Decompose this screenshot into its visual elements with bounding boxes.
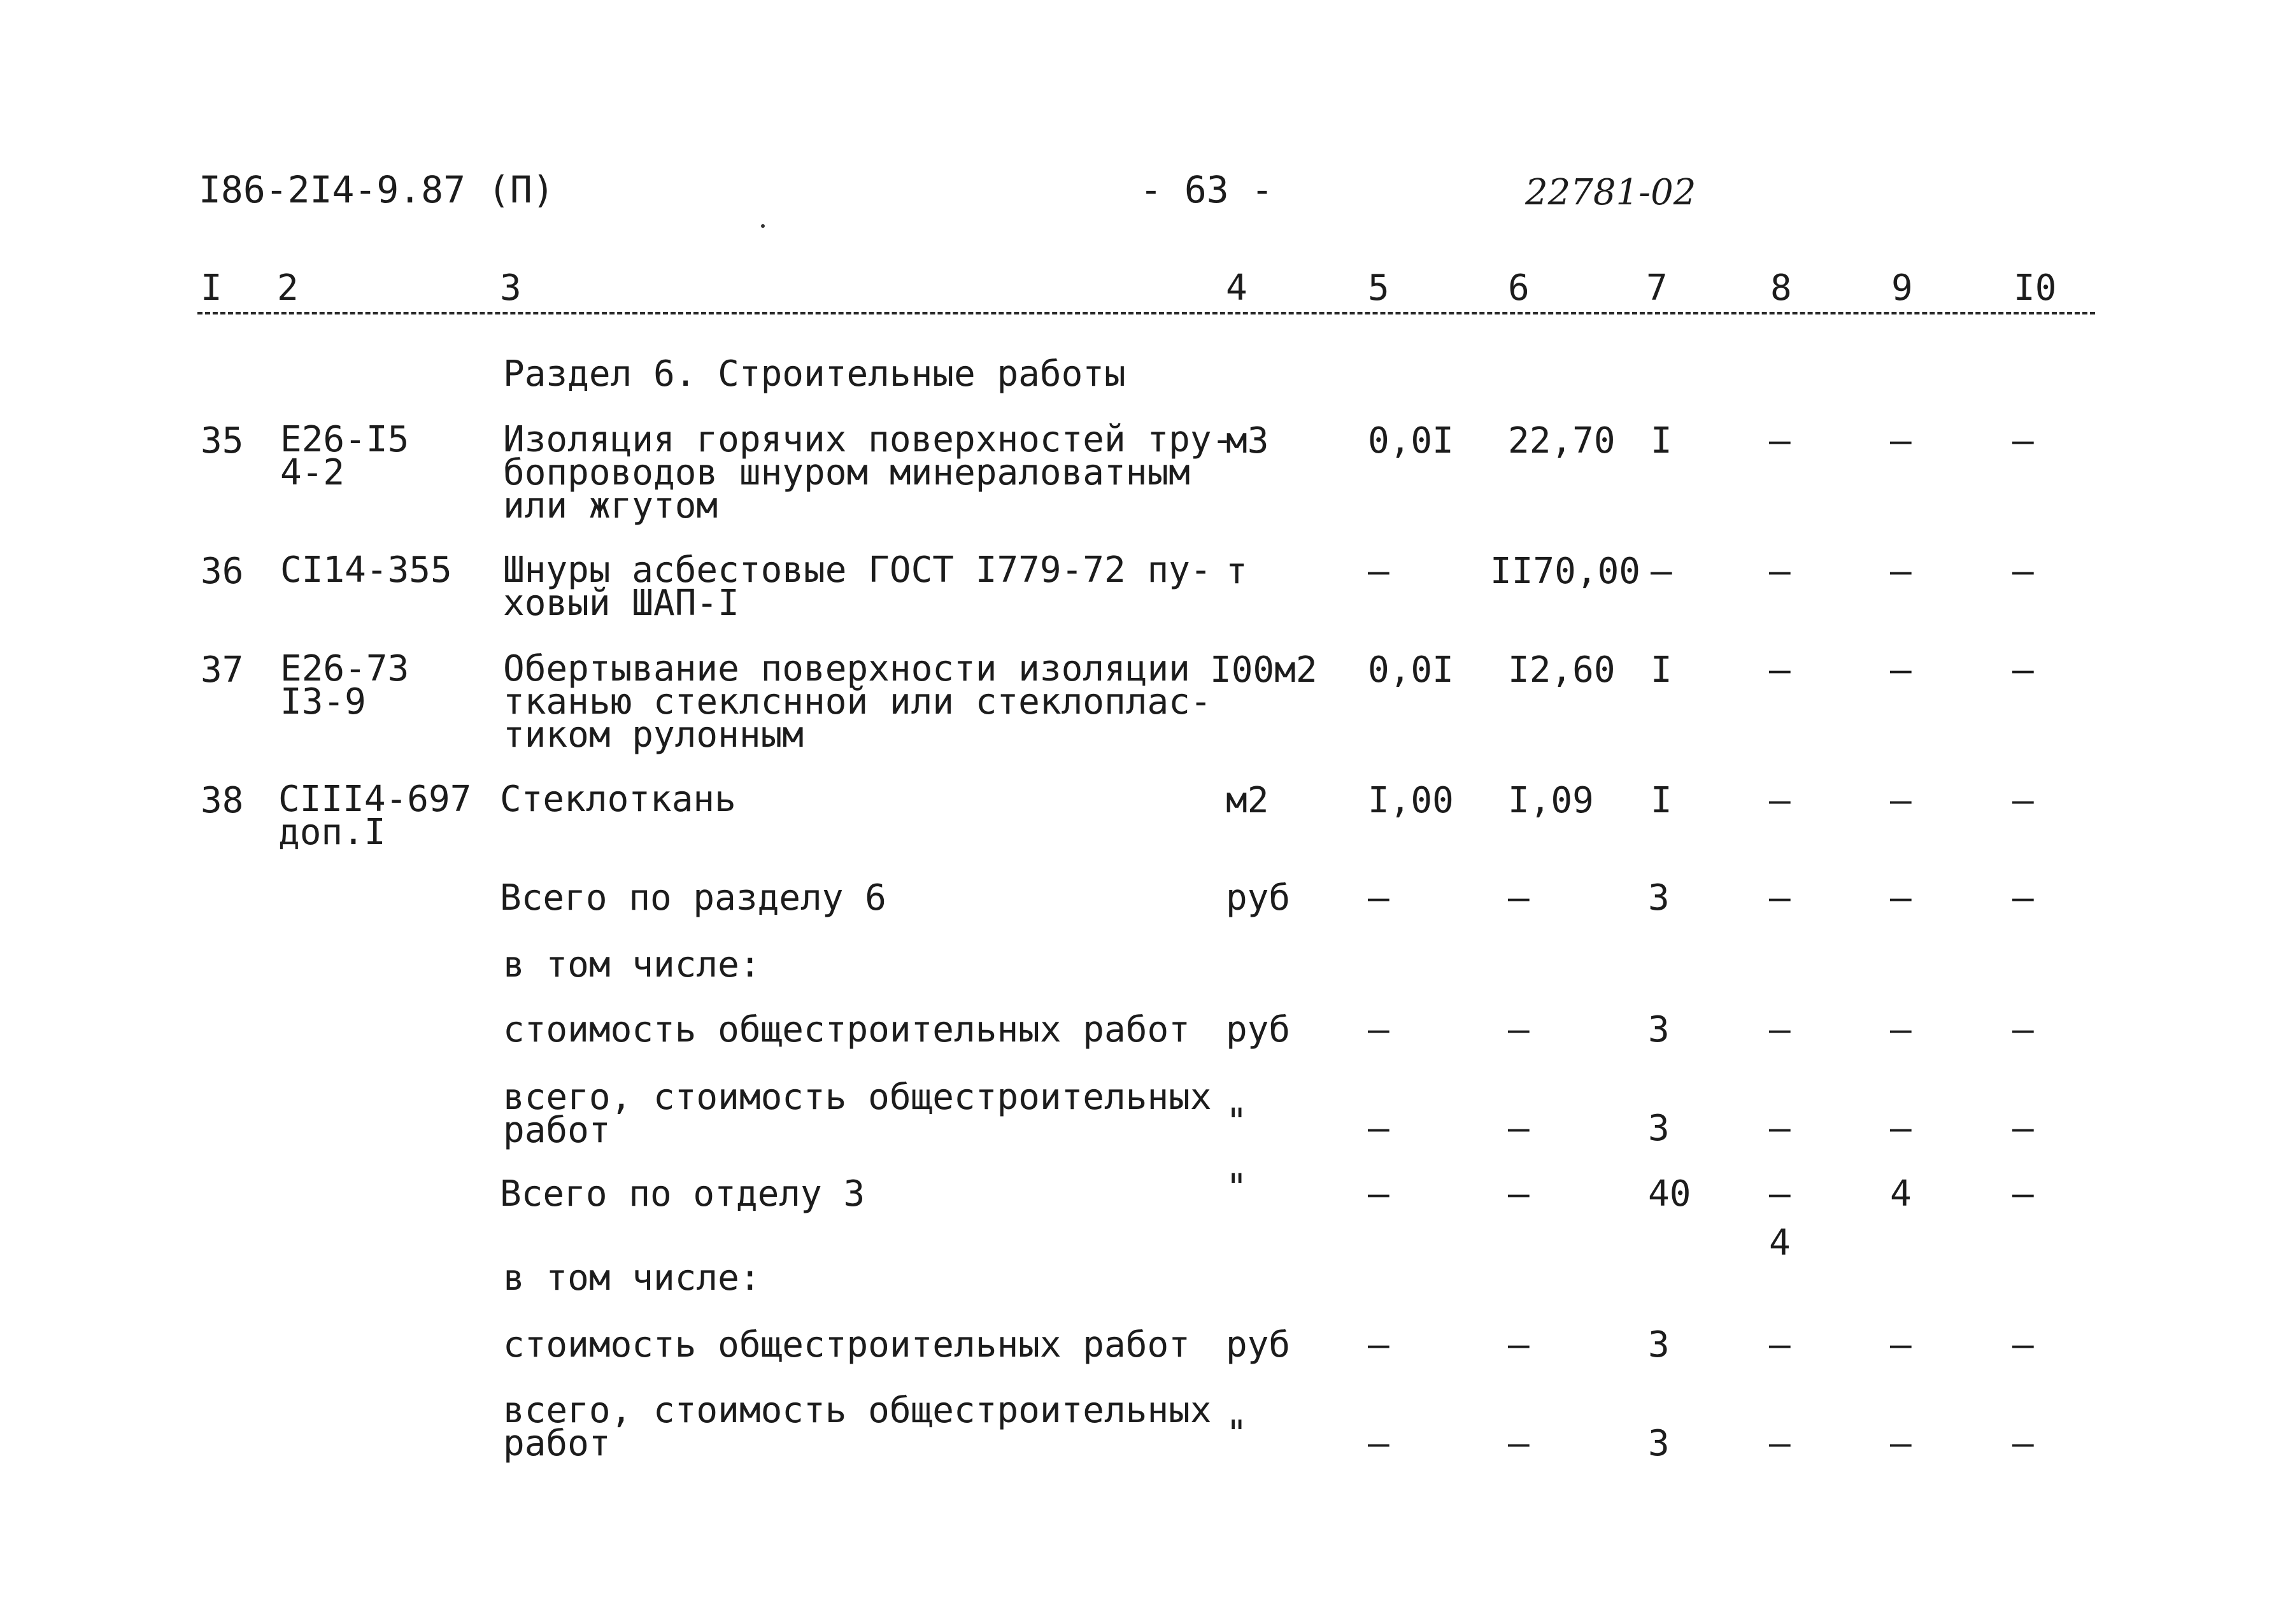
column-header: I0 <box>2014 267 2057 309</box>
column-header: 9 <box>1891 267 1913 309</box>
row-description: Стеклоткань <box>500 779 736 820</box>
summary-unit: " <box>1226 1167 1247 1208</box>
summary-unit: руб <box>1226 1009 1291 1050</box>
column-header: 3 <box>500 267 522 309</box>
column-header: 5 <box>1368 267 1389 309</box>
summary-col7: 3 <box>1648 877 1670 919</box>
summary-col9: – <box>1890 877 1912 919</box>
summary-col8: – <box>1769 877 1791 919</box>
summary-col8: – <box>1769 1009 1791 1050</box>
row-col6: I,09 <box>1508 780 1594 821</box>
stray-dot <box>761 224 765 228</box>
summary-col10: – <box>2012 1324 2034 1366</box>
row-col7: I <box>1651 420 1672 462</box>
row-col8: – <box>1769 780 1791 821</box>
page-number: - 63 - <box>1140 168 1274 211</box>
summary-col8-sub: 4 <box>1769 1222 1791 1264</box>
row-col9: – <box>1890 649 1912 691</box>
row-number: 36 <box>201 551 244 592</box>
summary-col6: – <box>1508 1324 1530 1366</box>
row-code: СI14-355 <box>280 549 452 591</box>
row-code: СIII4-697 доп.I <box>278 779 472 853</box>
summary-col7: 3 <box>1648 1108 1670 1149</box>
summary-unit: " <box>1226 1413 1247 1455</box>
summary-col10: – <box>2012 1009 2034 1050</box>
row-col7: – <box>1651 551 1672 592</box>
row-col5: I,00 <box>1368 780 1454 821</box>
summary-col9: 4 <box>1890 1173 1912 1215</box>
row-col8: – <box>1769 551 1791 592</box>
including-label: в том числе: <box>503 944 761 985</box>
row-unit: м3 <box>1226 420 1269 462</box>
summary-label: всего, стоимость общестроительных работ <box>503 1390 1212 1464</box>
row-col10: – <box>2012 420 2034 462</box>
row-description: Изоляция горячих поверхностей тру- бопроводов шнуром минераловатным или жгутом <box>503 419 1233 526</box>
summary-col7: 3 <box>1648 1423 1670 1464</box>
including-label: в том числе: <box>503 1257 761 1299</box>
row-description: Обертывание поверхности изоляции тканью стеклснной или стеклоплас- тиком рулонным <box>503 648 1212 756</box>
row-col10: – <box>2012 551 2034 592</box>
summary-col9: – <box>1890 1009 1912 1050</box>
summary-col5: – <box>1368 1009 1389 1050</box>
row-number: 35 <box>201 420 244 462</box>
summary-label: всего, стоимость общестроительных работ <box>503 1077 1212 1151</box>
row-col6: I2,60 <box>1508 649 1616 691</box>
summary-col5: – <box>1368 877 1389 919</box>
row-col5: 0,0I <box>1368 420 1454 462</box>
row-col8: – <box>1769 649 1791 691</box>
row-col9: – <box>1890 420 1912 462</box>
summary-col6: – <box>1508 1009 1530 1050</box>
summary-col10: – <box>2012 1108 2034 1149</box>
summary-col7: 3 <box>1648 1324 1670 1366</box>
row-number: 37 <box>201 649 244 691</box>
summary-col6: – <box>1508 1423 1530 1464</box>
row-unit: м2 <box>1226 780 1269 821</box>
summary-col8: – <box>1769 1324 1791 1366</box>
summary-col9: – <box>1890 1423 1912 1464</box>
column-header: 8 <box>1770 267 1792 309</box>
row-col10: – <box>2012 780 2034 821</box>
summary-col5: – <box>1368 1108 1389 1149</box>
column-header: I <box>201 267 222 309</box>
summary-col8: – <box>1769 1423 1791 1464</box>
summary-col8: – <box>1769 1108 1791 1149</box>
section-title: Раздел 6. Строительные работы <box>503 353 1126 395</box>
row-unit: т <box>1226 551 1247 592</box>
column-header: 6 <box>1508 267 1530 309</box>
row-col7: I <box>1651 649 1672 691</box>
row-unit: I00м2 <box>1210 649 1318 691</box>
summary-col5: – <box>1368 1423 1389 1464</box>
row-col5: 0,0I <box>1368 649 1454 691</box>
row-col6: II70,00 <box>1490 551 1641 592</box>
summary-col7: 3 <box>1648 1009 1670 1050</box>
summary-col10: – <box>2012 877 2034 919</box>
summary-col9: – <box>1890 1324 1912 1366</box>
document-id: I86-2I4-9.87 (П) <box>199 168 555 211</box>
summary-unit: " <box>1226 1101 1247 1143</box>
header-rule <box>197 312 2095 314</box>
handwritten-code: 22781-02 <box>1525 172 1696 213</box>
summary-col7: 40 <box>1648 1173 1691 1215</box>
row-col10: – <box>2012 649 2034 691</box>
row-number: 38 <box>201 780 244 821</box>
row-col7: I <box>1651 780 1672 821</box>
summary-unit: руб <box>1226 1324 1291 1366</box>
summary-col6: – <box>1508 1108 1530 1149</box>
row-col8: – <box>1769 420 1791 462</box>
summary-col6: – <box>1508 1173 1530 1215</box>
summary-col10: – <box>2012 1423 2034 1464</box>
row-col9: – <box>1890 780 1912 821</box>
row-col9: – <box>1890 551 1912 592</box>
row-description: Шнуры асбестовые ГОСТ I779-72 пу- ховый ШАП-I <box>503 549 1212 624</box>
summary-col5: – <box>1368 1324 1389 1366</box>
summary-col6: – <box>1508 877 1530 919</box>
row-code: Е26-I5 4-2 <box>280 419 409 493</box>
column-header: 2 <box>277 267 299 309</box>
summary-col5: – <box>1368 1173 1389 1215</box>
column-header: 7 <box>1646 267 1668 309</box>
summary-label: стоимость общестроительных работ <box>503 1324 1190 1366</box>
summary-label: Всего по разделу 6 <box>500 877 886 919</box>
summary-label: стоимость общестроительных работ <box>503 1009 1190 1050</box>
summary-unit: руб <box>1226 877 1291 919</box>
column-header: 4 <box>1226 267 1247 309</box>
summary-col8: – <box>1769 1173 1791 1215</box>
row-col5: – <box>1368 551 1389 592</box>
summary-col10: – <box>2012 1173 2034 1215</box>
row-col6: 22,70 <box>1508 420 1616 462</box>
row-code: Е26-73 I3-9 <box>280 648 409 723</box>
summary-col9: – <box>1890 1108 1912 1149</box>
summary-label: Всего по отделу 3 <box>500 1173 865 1215</box>
